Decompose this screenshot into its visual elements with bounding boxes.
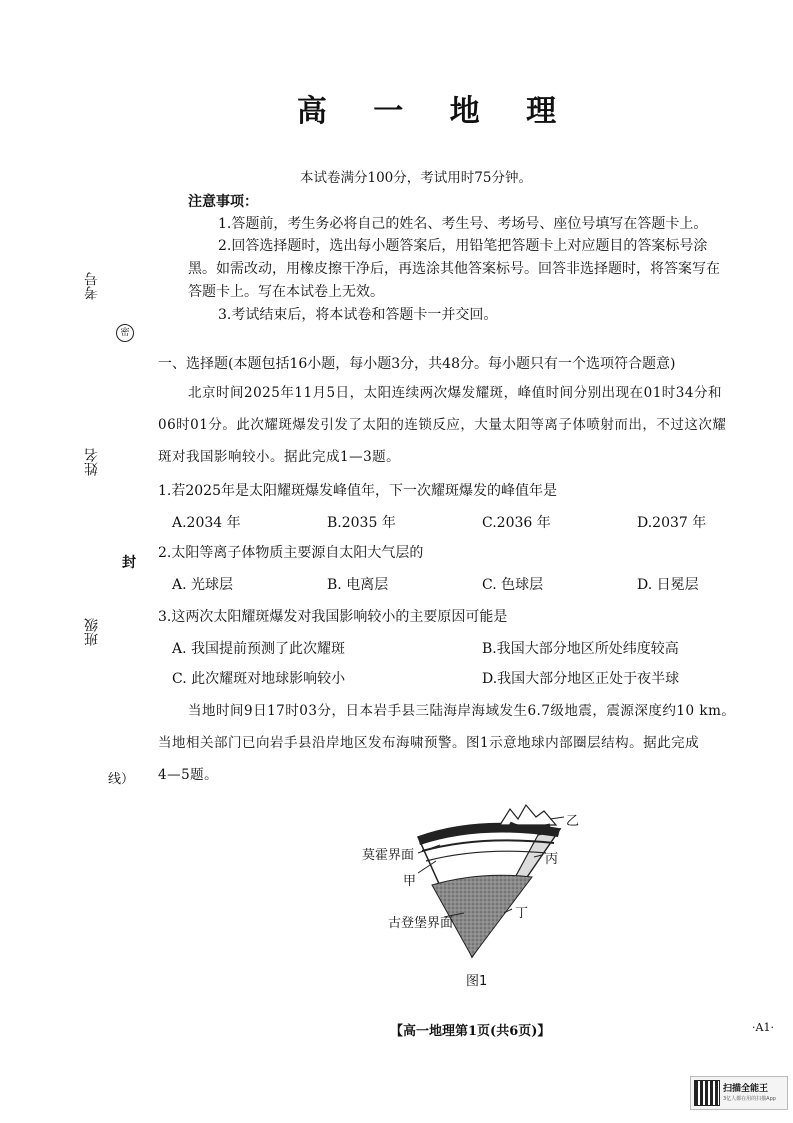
passage2-line3: 4—5题。 (158, 767, 219, 783)
passage2-line1: 当地时间9日17时03分，日本岩手县三陆海岸海域发生6.7级地震，震源深度约10 km。 (188, 703, 736, 719)
notice-item-3: 3.考试结束后，将本试卷和答题卡一并交回。 (218, 307, 498, 323)
label-ding: 丁 (515, 906, 529, 921)
margin-line: 线） (108, 772, 135, 787)
label-moho: 莫霍界面 (362, 848, 415, 863)
q1-option-b: B.2035 年 (327, 515, 396, 531)
label-bing: 丙 (545, 852, 559, 867)
scanner-name: 扫描全能王 (723, 1084, 769, 1094)
section-title: 一、选择题(本题包括16小题，每小题3分，共48分。每小题只有一个选项符合题意) (158, 356, 676, 372)
earth-structure-figure (360, 795, 590, 995)
page-title: 高 一 地 理 (296, 94, 575, 129)
passage1-line1: 北京时间2025年11月5日，太阳连续两次爆发耀斑，峰值时间分别出现在01时34分和 (188, 385, 722, 401)
seal-circle-mark: 密 (116, 324, 134, 342)
figure-caption: 图1 (466, 974, 488, 989)
question-3: 3.这两次太阳耀斑爆发对我国影响较小的主要原因可能是 (158, 609, 508, 625)
surface-relief (500, 805, 556, 825)
q1-option-a: A.2034 年 (172, 515, 241, 531)
scanner-slogan: 3亿人都在用的扫描App (723, 1096, 776, 1102)
q3-option-d: D.我国大部分地区正处于夜半球 (482, 671, 680, 687)
q1-option-d: D.2037 年 (637, 515, 707, 531)
label-gutenberg: 古登堡界面 (388, 916, 454, 931)
exam-info: 本试卷满分100分，考试用时75分钟。 (300, 170, 532, 186)
notice-heading: 注意事项： (188, 194, 258, 210)
q2-option-a: A. 光球层 (172, 577, 234, 593)
margin-seal: 封 (122, 555, 136, 571)
question-2: 2.太阳等离子体物质主要源自太阳大气层的 (158, 545, 424, 561)
margin-exam-no: 考号 (84, 272, 100, 300)
passage1-line3: 斑对我国影响较小。据此完成1—3题。 (158, 449, 401, 465)
qr-code-icon (694, 1080, 720, 1106)
label-jia: 甲 (403, 874, 417, 889)
notice-item-2a: 2.回答选择题时，选出每小题答案后，用铅笔把答题卡上对应题目的答案标号涂 (218, 238, 708, 254)
q2-option-b: B. 电离层 (327, 577, 389, 593)
scanner-watermark (690, 1076, 788, 1110)
passage2-line2: 当地相关部门已向岩手县沿岸地区发布海啸预警。图1示意地球内部圈层结构。据此完成 (158, 735, 700, 751)
q3-option-a: A. 我国提前预测了此次耀斑 (172, 641, 346, 657)
notice-item-1: 1.答题前，考生务必将自己的姓名、考生号、考场号、座位号填写在答题卡上。 (218, 216, 708, 232)
q2-option-d: D. 日冕层 (637, 577, 699, 593)
notice-item-2c: 答题卡上。写在本试卷上无效。 (188, 284, 384, 300)
passage1-line2: 06时01分。此次耀斑爆发引发了太阳的连锁反应，大量太阳等离子体喷射而出，不过这次耀 (158, 417, 727, 433)
notice-item-2b: 黑。如需改动，用橡皮擦干净后，再选涂其他答案标号。回答非选择题时，将答案写在 (188, 261, 720, 277)
q2-option-c: C. 色球层 (482, 577, 544, 593)
q1-option-c: C.2036 年 (482, 515, 551, 531)
q3-option-b: B.我国大部分地区所处纬度较高 (482, 641, 679, 657)
page-code: ·A1· (752, 1021, 774, 1034)
q3-option-c: C. 此次耀斑对地球影响较小 (172, 671, 346, 687)
label-yi: 乙 (566, 814, 580, 829)
question-1: 1.若2025年是太阳耀斑爆发峰值年，下一次耀斑爆发的峰值年是 (158, 483, 557, 499)
page-footer: 【高一地理第1页(共6页)】 (390, 1024, 551, 1039)
margin-class: 班级 (84, 618, 100, 646)
margin-name: 姓名 (84, 448, 100, 476)
